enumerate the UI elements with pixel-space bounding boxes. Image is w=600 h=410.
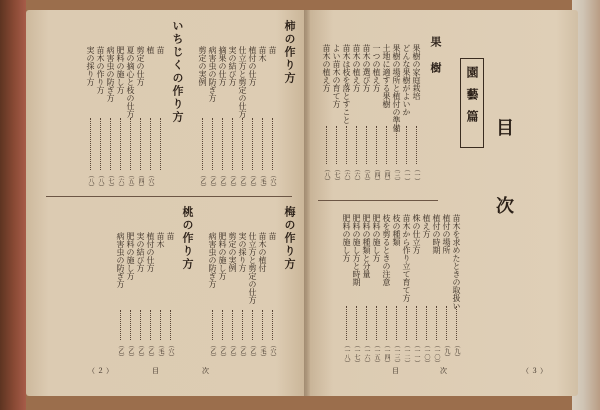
toc-entry-text: 果樹の場所と植付の準備 bbox=[392, 44, 401, 132]
toc-page-number: （乙） bbox=[117, 342, 124, 360]
toc-page-number: （四） bbox=[383, 166, 390, 184]
toc-page-number: （七） bbox=[333, 166, 340, 184]
toc-page-number: （八） bbox=[323, 166, 330, 184]
toc-entry-text: 苗木 bbox=[156, 232, 165, 248]
toc-leader-dots bbox=[426, 306, 427, 340]
toc-entry-text: 苗木の植付 bbox=[258, 232, 267, 272]
toc-leader-dots bbox=[130, 310, 131, 340]
toc-entry-text: 一つの植え方 bbox=[372, 44, 381, 92]
toc-leader-dots bbox=[356, 126, 357, 164]
toc-leader-dots bbox=[212, 118, 213, 170]
toc-entry-text: よい苗木の育て方 bbox=[332, 44, 341, 108]
toc-leader-dots bbox=[446, 306, 447, 340]
toc-leader-dots bbox=[120, 310, 121, 340]
toc-page-number: （乙） bbox=[127, 342, 134, 360]
toc-page-number: （乙） bbox=[147, 342, 154, 360]
left-footer-label-2: 次 bbox=[202, 367, 211, 375]
toc-page-number: （一） bbox=[403, 166, 410, 184]
toc-leader-dots bbox=[120, 118, 121, 170]
right-footer-label-1: 目 bbox=[392, 367, 401, 375]
toc-page-number: （一七） bbox=[353, 342, 360, 366]
toc-leader-dots bbox=[326, 126, 327, 164]
toc-entry-text: 病害虫の防ぎ方 bbox=[208, 232, 217, 288]
toc-leader-dots bbox=[376, 306, 377, 340]
toc-leader-dots bbox=[416, 126, 417, 164]
toc-entry-text: 病害虫の防ぎ方 bbox=[116, 232, 125, 288]
toc-page-number: （乙） bbox=[219, 342, 226, 360]
toc-entry-text: 仕立方と剪定の仕方 bbox=[248, 232, 257, 304]
toc-page-number: （六） bbox=[353, 166, 360, 184]
toc-leader-dots bbox=[396, 306, 397, 340]
toc-leader-dots bbox=[252, 310, 253, 340]
toc-page-number: （八） bbox=[87, 172, 94, 190]
toc-leader-dots bbox=[336, 126, 337, 164]
toc-entry-text: 肥料の施し方 bbox=[126, 232, 135, 280]
toc-entry-text: 病害虫の防ぎ方 bbox=[208, 46, 217, 102]
toc-leader-dots bbox=[386, 126, 387, 164]
toc-entry-text: 枝を剪るときの注意 bbox=[382, 214, 391, 286]
toc-leader-dots bbox=[202, 118, 203, 170]
toc-leader-dots bbox=[262, 310, 263, 340]
right-page-divider bbox=[318, 200, 438, 201]
toc-entry-text: 苗 bbox=[268, 232, 277, 240]
toc-page-number: （一〇） bbox=[433, 342, 440, 366]
toc-page-number: （穴） bbox=[167, 342, 174, 360]
toc-page-number: （穴） bbox=[269, 342, 276, 360]
toc-page-number: （九） bbox=[443, 342, 450, 360]
toc-page-number: （乙） bbox=[239, 342, 246, 360]
toc-page-number: （四） bbox=[137, 172, 144, 190]
toc-leader-dots bbox=[406, 126, 407, 164]
left-page-divider bbox=[46, 196, 292, 197]
toc-page-number: （毛） bbox=[259, 172, 266, 190]
toc-page-number: （一四） bbox=[383, 342, 390, 366]
toc-entry-text: 苗木 bbox=[258, 46, 267, 62]
toc-entry-text: 剪定の仕方 bbox=[136, 46, 145, 86]
toc-page-number: （毛） bbox=[157, 342, 164, 360]
toc-leader-dots bbox=[90, 118, 91, 170]
toc-page-number: （乙） bbox=[249, 172, 256, 190]
toc-page-number: （穴） bbox=[269, 172, 276, 190]
toc-leader-dots bbox=[386, 306, 387, 340]
toc-page-number: （一三） bbox=[393, 342, 400, 366]
toc-page-number: （乙） bbox=[219, 172, 226, 190]
toc-page-number: （一六） bbox=[363, 342, 370, 366]
left-page bbox=[26, 10, 310, 396]
toc-entry-text: 枝の種類 bbox=[392, 214, 401, 246]
book-gutter bbox=[304, 10, 310, 396]
toc-entry-text: 植え方 bbox=[422, 214, 431, 238]
right-footer-label-2: 次 bbox=[440, 367, 449, 375]
toc-entry-text: 実の結び方 bbox=[228, 46, 237, 86]
toc-entry-text: 植付の仕方 bbox=[146, 232, 155, 272]
toc-page-number: （六） bbox=[343, 166, 350, 184]
toc-leader-dots bbox=[242, 310, 243, 340]
toc-entry-text: 病害虫の防ぎ方 bbox=[106, 46, 115, 102]
toc-leader-dots bbox=[140, 310, 141, 340]
toc-leader-dots bbox=[160, 310, 161, 340]
toc-entry-text: 肥料の種類と分量 bbox=[362, 214, 371, 278]
toc-leader-dots bbox=[272, 310, 273, 340]
toc-page-number: （一八） bbox=[343, 342, 350, 366]
toc-leader-dots bbox=[252, 118, 253, 170]
toc-leader-dots bbox=[356, 306, 357, 340]
toc-leader-dots bbox=[366, 126, 367, 164]
toc-entry-text: 仕立方と剪定の仕方 bbox=[238, 46, 247, 118]
toc-entry-text: 肥料の施し方 bbox=[218, 232, 227, 280]
toc-entry-text: 夏の摘心と枝の仕方 bbox=[126, 46, 135, 118]
toc-page-number: （一一） bbox=[413, 342, 420, 366]
toc-leader-dots bbox=[346, 306, 347, 340]
right-footer-page-number: （３） bbox=[522, 367, 549, 375]
toc-leader-dots bbox=[272, 118, 273, 170]
toc-page-number: （一） bbox=[413, 166, 420, 184]
toc-entry-text: 肥料の施し方と時期 bbox=[352, 214, 361, 286]
toc-entry-text: 果樹の家庭栽培 bbox=[412, 44, 421, 100]
toc-page-number: （七） bbox=[107, 172, 114, 190]
toc-page-number: （六） bbox=[117, 172, 124, 190]
toc-page-number: （毛） bbox=[259, 342, 266, 360]
toc-leader-dots bbox=[140, 118, 141, 170]
toc-leader-dots bbox=[150, 118, 151, 170]
toc-leader-dots bbox=[406, 306, 407, 340]
toc-entry-text: 苗木から作り立て育て方 bbox=[402, 214, 411, 302]
toc-page-number: （乙） bbox=[209, 342, 216, 360]
toc-leader-dots bbox=[160, 118, 161, 170]
toc-entry-text: 苗木の作り方 bbox=[96, 46, 105, 94]
toc-entry-text: どんな果樹がよいか bbox=[402, 44, 411, 116]
toc-entry-text: 土地に適する果樹 bbox=[382, 44, 391, 108]
toc-page-number: （九） bbox=[453, 342, 460, 360]
toc-entry-text: 株の仕立方 bbox=[412, 214, 421, 254]
toc-leader-dots bbox=[396, 126, 397, 164]
toc-entry-text: 苗 bbox=[268, 46, 277, 54]
toc-page-number: （乙） bbox=[199, 172, 206, 190]
toc-page-number: （乙） bbox=[229, 172, 236, 190]
toc-entry-text: 実の採り方 bbox=[86, 46, 95, 86]
toc-entry-text: 苗木の選び方 bbox=[362, 44, 371, 92]
toc-leader-dots bbox=[436, 306, 437, 340]
toc-page-number: （乙） bbox=[209, 172, 216, 190]
section-label: 園藝篇 bbox=[465, 66, 479, 132]
toc-leader-dots bbox=[110, 118, 111, 170]
toc-page-number: （乙） bbox=[229, 342, 236, 360]
section-title: 梅の作り方 bbox=[283, 206, 296, 271]
toc-page-number: （五） bbox=[127, 172, 134, 190]
fruit-tree-header: 果 樹 bbox=[429, 36, 442, 75]
toc-entry-text: 剪定の実例 bbox=[228, 232, 237, 272]
toc-page-number: （乙） bbox=[239, 172, 246, 190]
toc-leader-dots bbox=[222, 310, 223, 340]
toc-leader-dots bbox=[232, 118, 233, 170]
toc-leader-dots bbox=[100, 118, 101, 170]
toc-leader-dots bbox=[376, 126, 377, 164]
toc-leader-dots bbox=[170, 310, 171, 340]
toc-leader-dots bbox=[456, 306, 457, 340]
toc-page-number: （乙） bbox=[249, 342, 256, 360]
toc-leader-dots bbox=[232, 310, 233, 340]
toc-page-number: （八） bbox=[97, 172, 104, 190]
toc-entry-text: 摘果の仕方 bbox=[218, 46, 227, 86]
toc-entry-text: 植 bbox=[146, 46, 155, 54]
toc-leader-dots bbox=[262, 118, 263, 170]
toc-page-number: （一〇） bbox=[423, 342, 430, 366]
toc-page-number: （乙） bbox=[137, 342, 144, 360]
toc-page-number: （穴） bbox=[147, 172, 154, 190]
toc-entry-text: 苗木を求めたときの取扱い bbox=[452, 214, 461, 310]
section-title: いちじくの作り方 bbox=[171, 20, 184, 124]
toc-leader-dots bbox=[346, 126, 347, 164]
toc-page-number: （五） bbox=[363, 166, 370, 184]
toc-entry-text: 苗木の植え方 bbox=[322, 44, 331, 92]
toc-leader-dots bbox=[222, 118, 223, 170]
toc-leader-dots bbox=[212, 310, 213, 340]
left-footer-label-1: 目 bbox=[152, 367, 161, 375]
toc-entry-text: 肥料の施し方 bbox=[342, 214, 351, 262]
toc-page-number: （一二） bbox=[403, 342, 410, 366]
toc-entry-text: 肥料の施し方 bbox=[116, 46, 125, 94]
toc-entry-text: 肥料の施し方 bbox=[372, 214, 381, 262]
toc-entry-text: 実の結び方 bbox=[136, 232, 145, 272]
left-footer-page-number: （２） bbox=[88, 367, 115, 375]
toc-entry-text: 苗木の植え方 bbox=[352, 44, 361, 92]
toc-page-number: （四） bbox=[373, 166, 380, 184]
toc-page-number: （三） bbox=[393, 166, 400, 184]
toc-leader-dots bbox=[150, 310, 151, 340]
toc-leader-dots bbox=[130, 118, 131, 170]
toc-leader-dots bbox=[416, 306, 417, 340]
toc-entry-text: 苗木は枝を落とすこと bbox=[342, 44, 351, 124]
toc-entry-text: 苗 bbox=[156, 46, 165, 54]
book-cover-edge-left bbox=[0, 0, 26, 410]
toc-entry-text: 剪定の実例 bbox=[198, 46, 207, 86]
toc-entry-text: 植付の場所 bbox=[442, 214, 451, 254]
section-title: 桃の作り方 bbox=[181, 206, 194, 271]
toc-entry-text: 植付の時期 bbox=[432, 214, 441, 254]
toc-entry-text: 実の採り方 bbox=[238, 232, 247, 272]
toc-entry-text: 植付の仕方 bbox=[248, 46, 257, 86]
toc-leader-dots bbox=[242, 118, 243, 170]
toc-page-number: （一五） bbox=[373, 342, 380, 366]
section-title: 柿の作り方 bbox=[283, 20, 296, 85]
toc-entry-text: 苗 bbox=[166, 232, 175, 240]
toc-leader-dots bbox=[366, 306, 367, 340]
right-page-title: 目 次 bbox=[493, 118, 514, 222]
